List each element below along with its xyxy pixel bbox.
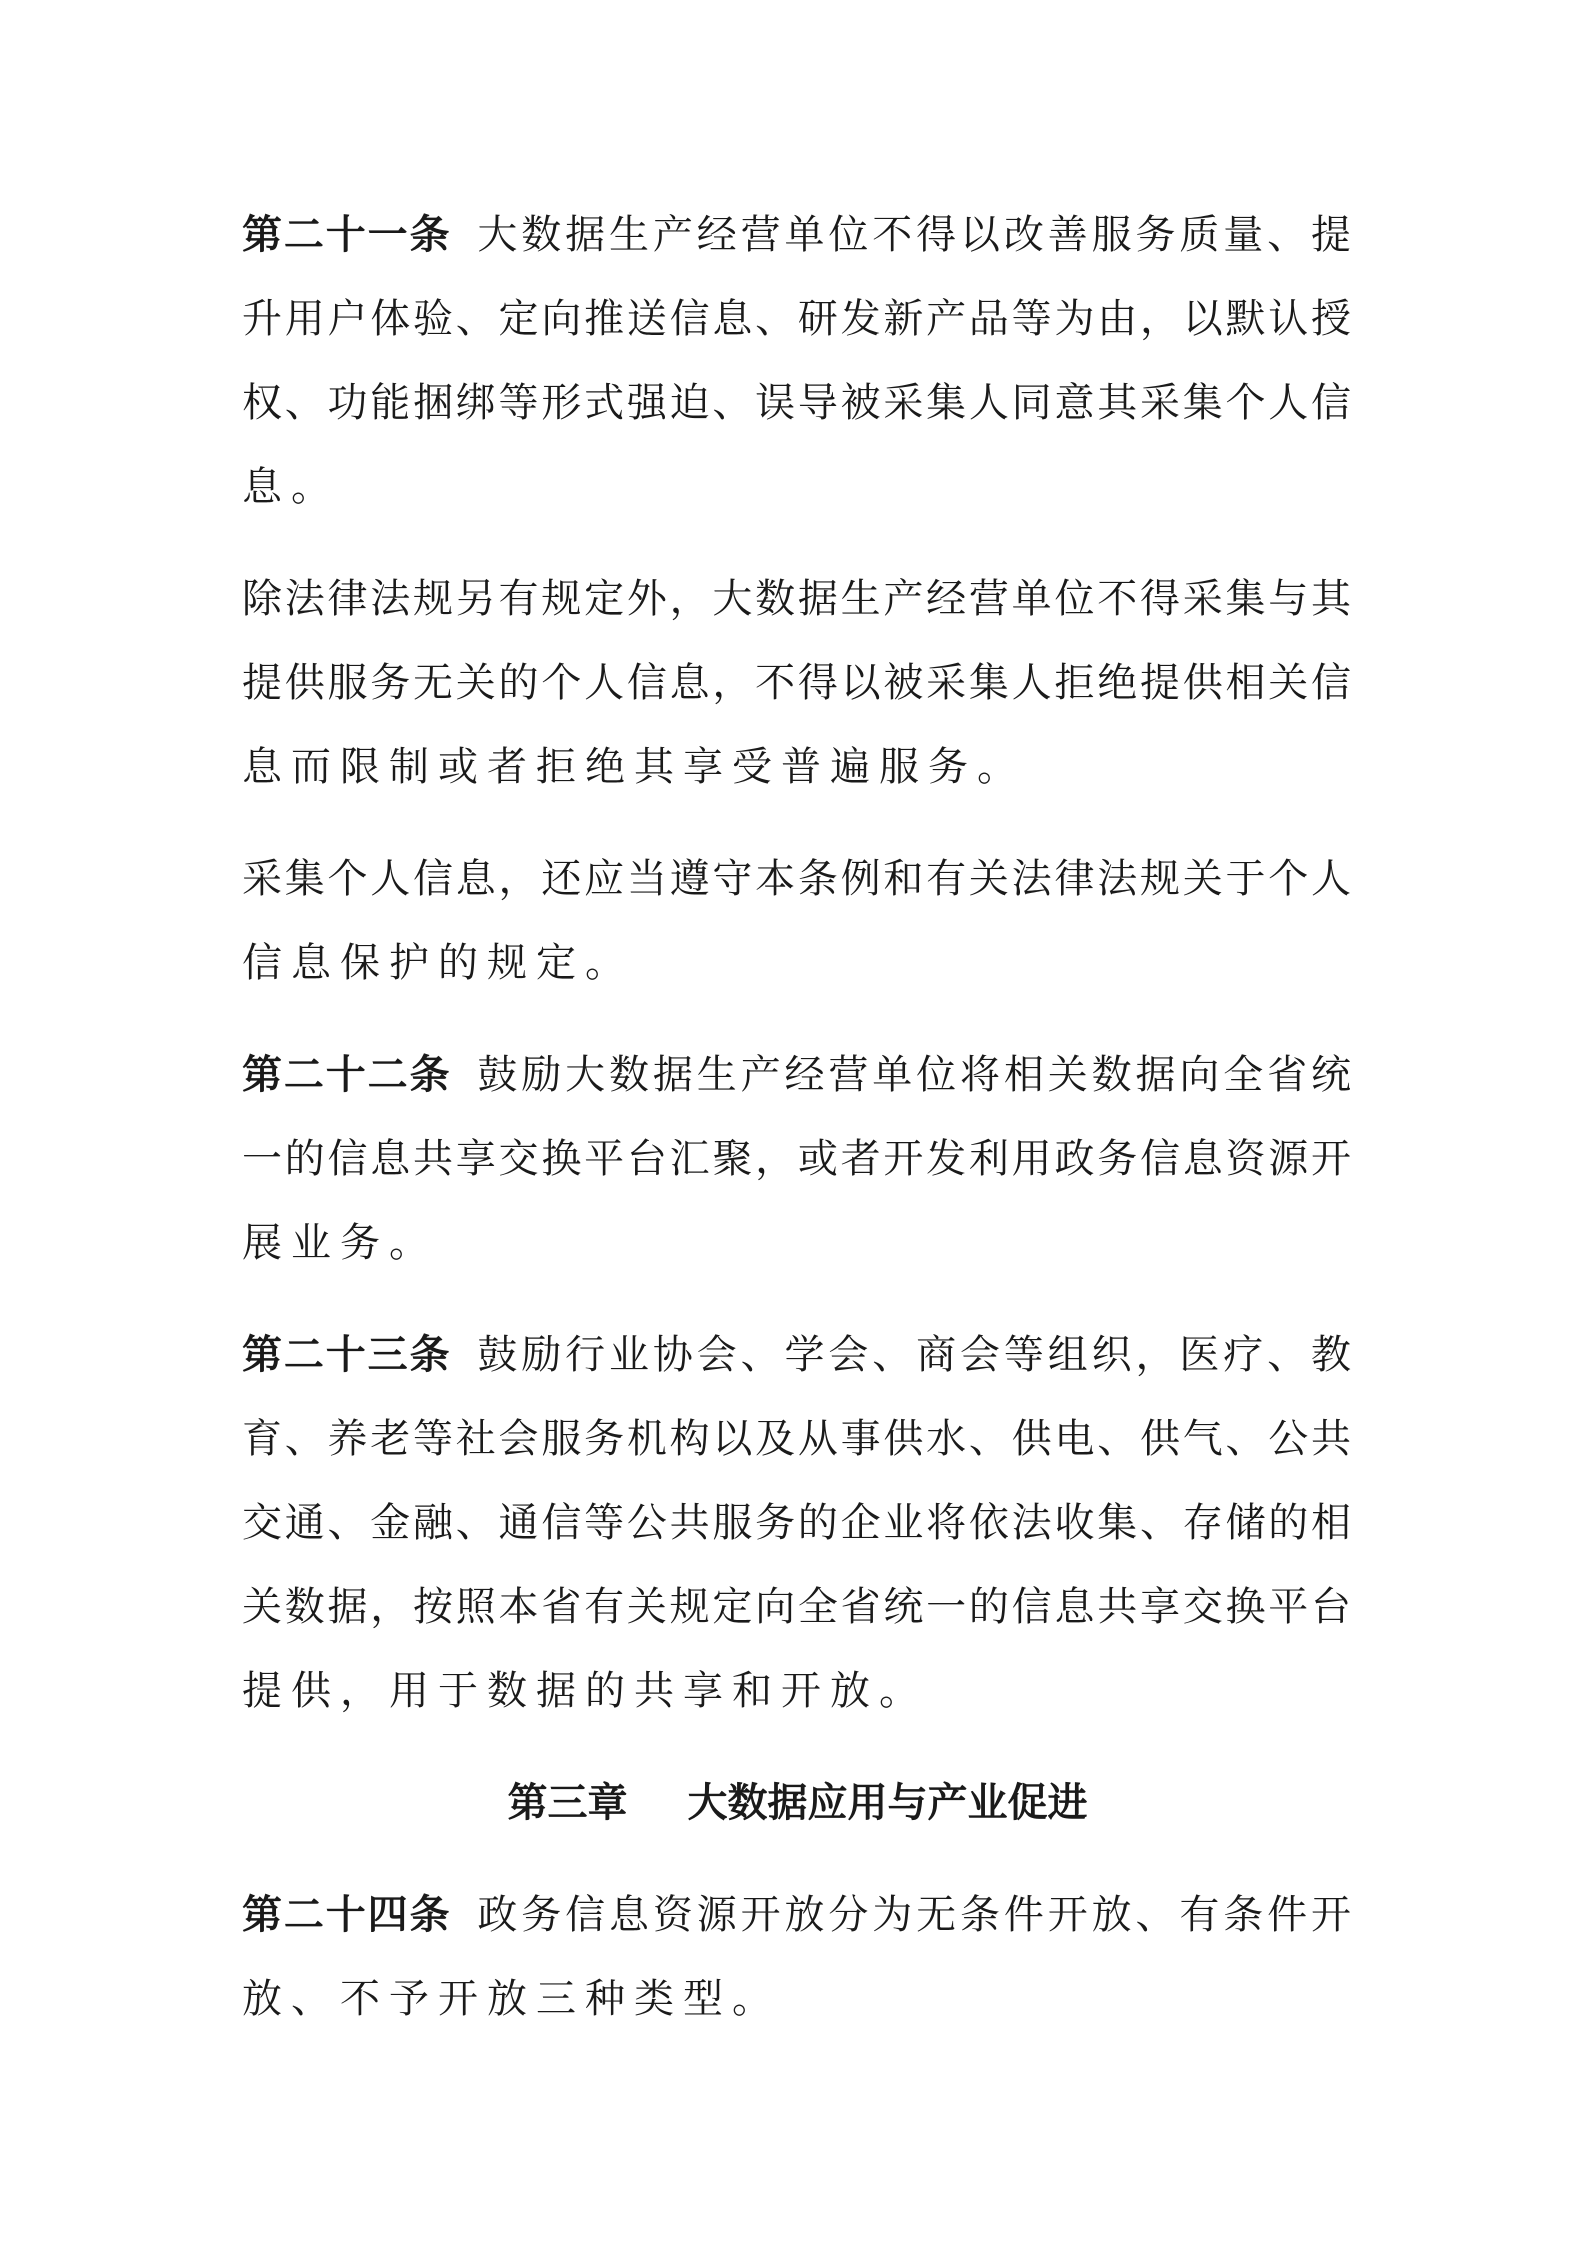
paragraph-line: 一的信息共享交换平台汇聚，或者开发利用政务信息资源开 [242, 1136, 1353, 1182]
paragraph-line: 除法律法规另有规定外，大数据生产经营单位不得采集与其 [242, 576, 1353, 622]
paragraph-line [242, 1873, 1353, 1957]
line-text: 鼓励大数据生产经营单位将相关数据向全省统 [477, 1052, 1353, 1098]
paragraph-line: 交通、金融、通信等公共服务的企业将依法收集、存储的相 [242, 1500, 1353, 1546]
document-body [242, 193, 1353, 2069]
article-paragraph [242, 1873, 1353, 2041]
chapter-heading [242, 1761, 1353, 1845]
paragraph-line: 提供服务无关的个人信息，不得以被采集人拒绝提供相关信 [242, 660, 1353, 706]
paragraph-line: 放、不予开放三种类型。 [242, 1976, 781, 2022]
paragraph-line [242, 1313, 1353, 1397]
paragraph-line: 息而限制或者拒绝其享受普遍服务。 [242, 744, 1026, 790]
paragraph-line: 升用户体验、定向推送信息、研发新产品等为由，以默认授 [242, 296, 1353, 342]
paragraph-line: 采集个人信息，还应当遵守本条例和有关法律法规关于个人 [242, 856, 1353, 902]
article-paragraph [242, 1313, 1353, 1733]
line-text: 政务信息资源开放分为无条件开放、有条件开 [477, 1892, 1353, 1938]
article-paragraph [242, 557, 1353, 809]
paragraph-line: 展业务。 [242, 1220, 438, 1266]
article-paragraph [242, 837, 1353, 1005]
paragraph-line: 权、功能捆绑等形式强迫、误导被采集人同意其采集个人信 [242, 380, 1353, 426]
paragraph-line [242, 1033, 1353, 1117]
chapter-number: 第三章 [507, 1780, 628, 1826]
paragraph-line: 信息保护的规定。 [242, 940, 634, 986]
article-number: 第二十四条 [242, 1892, 452, 1938]
article-paragraph [242, 1033, 1353, 1285]
paragraph-line [242, 193, 1353, 277]
article-paragraph [242, 193, 1353, 529]
article-number: 第二十三条 [242, 1332, 452, 1378]
paragraph-line: 关数据，按照本省有关规定向全省统一的信息共享交换平台 [242, 1584, 1353, 1630]
paragraph-line: 息。 [242, 464, 340, 510]
paragraph-line: 育、养老等社会服务机构以及从事供水、供电、供气、公共 [242, 1416, 1353, 1462]
paragraph-line: 提供，用于数据的共享和开放。 [242, 1668, 928, 1714]
article-number: 第二十二条 [242, 1052, 452, 1098]
line-text: 大数据生产经营单位不得以改善服务质量、提 [477, 212, 1353, 258]
chapter-title: 大数据应用与产业促进 [687, 1780, 1088, 1826]
line-text: 鼓励行业协会、学会、商会等组织，医疗、教 [477, 1332, 1353, 1378]
article-number: 第二十一条 [242, 212, 452, 258]
